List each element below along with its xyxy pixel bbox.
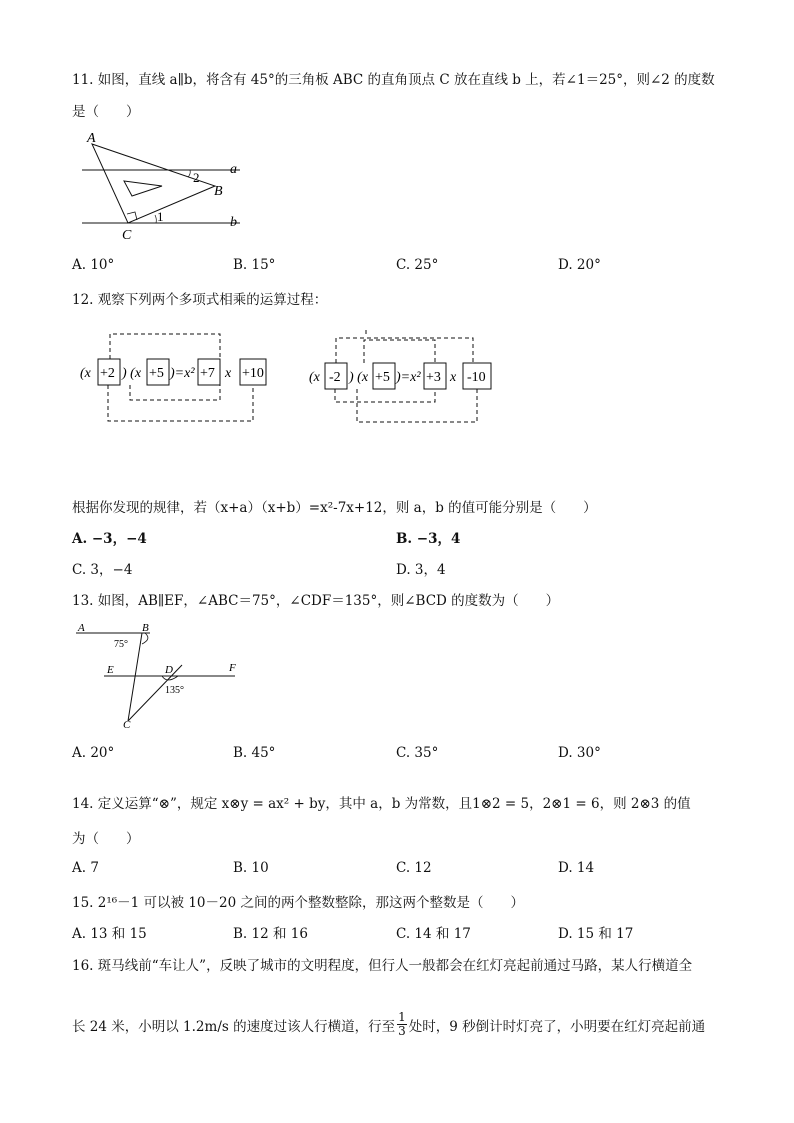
label-A: A xyxy=(87,131,96,146)
right-angle-mark xyxy=(127,212,137,220)
label-75: 75° xyxy=(114,639,128,650)
svg-text:) (x: ) (x xyxy=(122,366,142,381)
q12-option-c[interactable]: C. 3，−4 xyxy=(72,562,133,578)
q12-stem-line2: 根据你发现的规律，若（x+a）（x+b）=x²-7x+12，则 a，b 的值可能分别是（ ） xyxy=(72,500,597,516)
q15-option-a[interactable]: A. 13 和 15 xyxy=(72,926,147,942)
q16-stem-line1: 16. 斑马线前“车让人”，反映了城市的文明程度，但行人一般都会在红灯亮起前通过马路，某人行横道全 xyxy=(72,958,693,974)
svg-text:D: D xyxy=(165,664,173,676)
svg-text:B: B xyxy=(142,622,149,634)
coef-box-3: +3 xyxy=(426,370,441,385)
q13-option-c[interactable]: C. 35° xyxy=(396,745,439,761)
q14-stem-line1 xyxy=(72,792,691,812)
q14-option-d[interactable]: D. 14 xyxy=(558,860,595,876)
coef-box-4: +10 xyxy=(242,366,264,381)
q11-option-c[interactable]: C. 25° xyxy=(396,257,439,273)
label-angle1: 1 xyxy=(157,209,164,224)
q14-option-c[interactable]: C. 12 xyxy=(396,860,432,876)
q15-option-c[interactable]: C. 14 和 17 xyxy=(396,926,471,942)
q15-option-d[interactable]: D. 15 和 17 xyxy=(558,926,634,942)
coef-box-3: +7 xyxy=(200,366,215,381)
coef-box-4: -10 xyxy=(467,370,486,385)
q12-expression-2 xyxy=(305,330,505,430)
q13-option-b[interactable]: B. 45° xyxy=(233,745,276,761)
q12-expression-1 xyxy=(75,326,275,426)
svg-text:F: F xyxy=(229,662,236,674)
q14-option-a[interactable]: A. 7 xyxy=(72,860,99,876)
svg-text:(x: (x xyxy=(309,370,320,385)
q13-option-d[interactable]: D. 30° xyxy=(558,745,601,761)
svg-text:A: A xyxy=(78,622,85,634)
q15-stem: 15. 2¹⁶－1 可以被 10－20 之间的两个整数整除，那这两个整数是（ ） xyxy=(72,895,524,911)
coef-box-1: +2 xyxy=(100,366,115,381)
q13-option-a[interactable]: A. 20° xyxy=(72,745,115,761)
label-b: b xyxy=(230,215,237,230)
q11-stem-line1: 11. 如图，直线 a∥b，将含有 45°的三角板 ABC 的直角顶点 C 放在直线 b 上，若∠1＝25°，则∠2 的度数 xyxy=(72,72,715,88)
q16-stem-line2: 长 24 米，小明以 1.2m/s 的速度过该人行横道，行至 $\frac{1}{3}$ 处时，9 秒倒计时灯亮了，小明要在红灯亮起前通 xyxy=(72,1010,706,1038)
q11-option-a[interactable]: A. 10° xyxy=(72,257,115,273)
triangle-hole xyxy=(124,181,162,196)
svg-text:)=x²: )=x² xyxy=(170,366,195,381)
svg-text:)=x²: )=x² xyxy=(396,370,421,385)
q14-option-b[interactable]: B. 10 xyxy=(233,860,269,876)
svg-text:(x: (x xyxy=(80,366,91,381)
label-a: a xyxy=(230,162,237,177)
coef-box-2: +5 xyxy=(149,366,164,381)
q14-stem-line2: 为（ ） xyxy=(72,831,140,847)
label-angle2: 2 xyxy=(193,170,200,185)
q11-stem-line2: 是（ ） xyxy=(72,104,140,120)
svg-text:x: x xyxy=(225,366,232,381)
q11-option-b[interactable]: B. 15° xyxy=(233,257,276,273)
q14-stem-part2: 1⊗2 = 5，2⊗1 = 6，则 2⊗3 的值 xyxy=(472,796,691,812)
q14-stem-part1: 14. 定义运算“⊗”，规定 x⊗y = ax² + by，其中 a，b 为常数，且 xyxy=(72,796,473,812)
q12-stem-line1: 12. 观察下列两个多项式相乘的运算过程： xyxy=(72,292,328,308)
q13-figure xyxy=(72,618,247,733)
label-B: B xyxy=(214,184,223,199)
q11-figure xyxy=(70,126,260,244)
coef-box-1: -2 xyxy=(329,370,341,385)
q12-option-d[interactable]: D. 3，4 xyxy=(396,562,446,578)
svg-text:x: x xyxy=(450,370,457,385)
svg-text:C: C xyxy=(123,719,131,731)
segment-bc xyxy=(128,633,142,721)
q13-stem: 13. 如图，AB∥EF，∠ABC＝75°，∠CDF＝135°，则∠BCD 的度数为（ ） xyxy=(72,593,560,609)
svg-text:E: E xyxy=(107,664,114,676)
fraction-one-third: $\frac{1}{3}$ xyxy=(398,1010,406,1038)
label-135: 135° xyxy=(165,685,184,696)
q12-option-a[interactable]: A. −3，−4 xyxy=(72,531,147,547)
coef-box-2: +5 xyxy=(375,370,390,385)
svg-text:) (x: ) (x xyxy=(349,370,369,385)
q15-option-b[interactable]: B. 12 和 16 xyxy=(233,926,308,942)
label-C: C xyxy=(122,228,132,243)
q11-option-d[interactable]: D. 20° xyxy=(558,257,601,273)
q12-option-b[interactable]: B. −3，4 xyxy=(396,531,461,547)
